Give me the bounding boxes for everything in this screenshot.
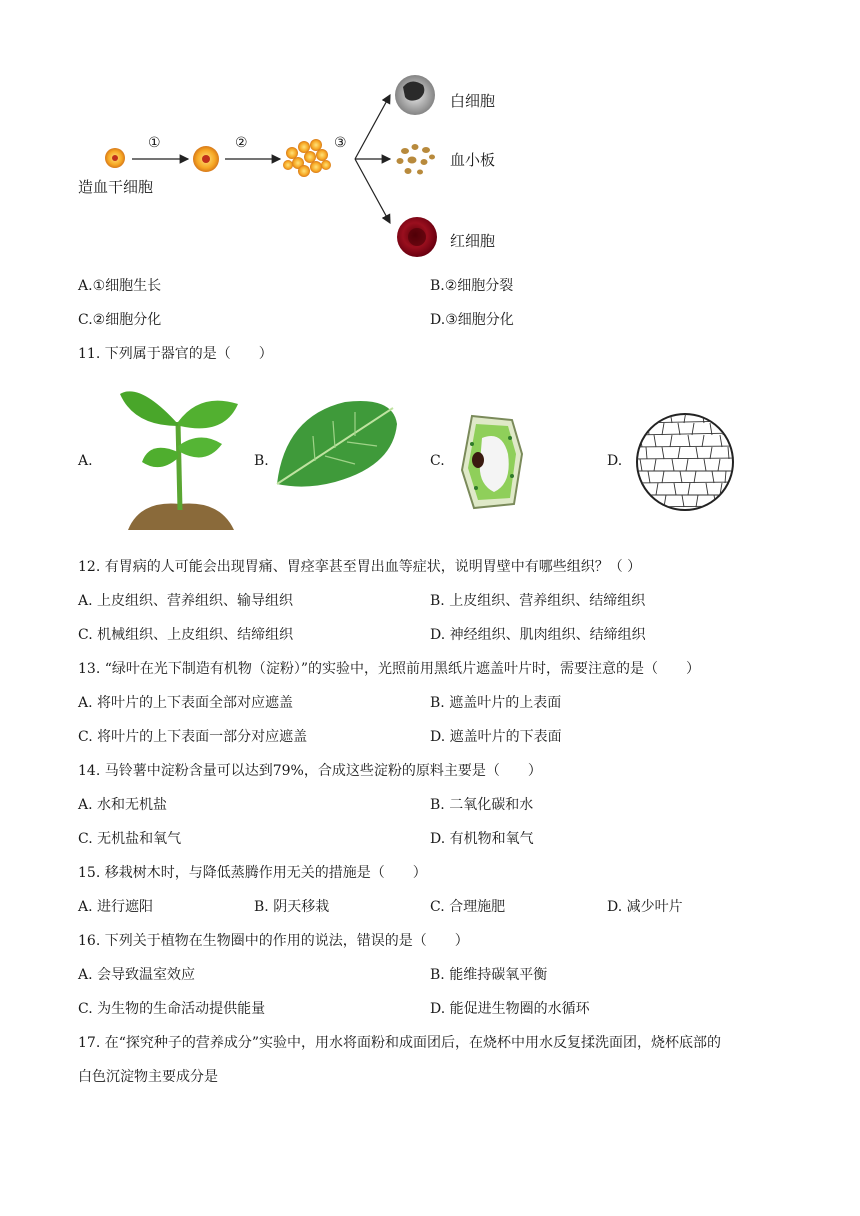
q16-option-a: A. 会导致温室效应 xyxy=(78,967,196,983)
stem-cell-label: 造血干细胞 xyxy=(78,178,154,196)
q11-option-d-letter: D. xyxy=(607,453,623,469)
step-label-3: ③ xyxy=(334,135,347,151)
tissue-icon xyxy=(634,411,736,513)
platelets-icon xyxy=(397,144,436,175)
q14-option-d: D. 有机物和氧气 xyxy=(430,831,534,847)
q13-option-d: D. 遮盖叶片的下表面 xyxy=(430,729,562,745)
stem-cell-icon xyxy=(105,148,125,168)
q11-stem: 11. 下列属于器官的是（ ） xyxy=(78,346,273,362)
q17-stem-line1: 17. 在“探究种子的营养成分”实验中，用水将面粉和成面团后，在烧杯中用水反复揉洗面团，烧杯底部的 xyxy=(78,1035,722,1051)
q16-stem: 16. 下列关于植物在生物圈中的作用的说法，错误的是（ ） xyxy=(78,933,469,949)
seedling-icon xyxy=(120,382,242,534)
white-blood-cell-label: 白细胞 xyxy=(450,92,496,110)
q14-stem: 14. 马铃薯中淀粉含量可以达到79%，合成这些淀粉的原料主要是（ ） xyxy=(78,763,542,779)
q12-stem: 12. 有胃病的人可能会出现胃痛、胃痉挛甚至胃出血等症状，说明胃壁中有哪些组织？（ ） xyxy=(78,559,642,575)
q11-option-c-letter: C. xyxy=(430,453,445,469)
q13-option-b: B. 遮盖叶片的上表面 xyxy=(430,695,562,711)
cell-differentiation-diagram xyxy=(70,65,530,275)
q12-option-c: C. 机械组织、上皮组织、结缔组织 xyxy=(78,627,294,643)
arrow-3-upper xyxy=(355,95,390,159)
arrow-3-lower xyxy=(355,159,390,223)
q13-option-a: A. 将叶片的上下表面全部对应遮盖 xyxy=(78,695,294,711)
q14-option-c: C. 无机盐和氧气 xyxy=(78,831,182,847)
red-blood-cell-label: 红细胞 xyxy=(450,232,496,250)
q12-option-d: D. 神经组织、肌肉组织、结缔组织 xyxy=(430,627,646,643)
q15-stem: 15. 移栽树木时，与降低蒸腾作用无关的措施是（ ） xyxy=(78,865,427,881)
white-blood-cell-icon xyxy=(395,75,435,115)
q15-option-c: C. 合理施肥 xyxy=(430,899,506,915)
q15-option-a: A. 进行遮阳 xyxy=(78,899,154,915)
q14-option-b: B. 二氧化碳和水 xyxy=(430,797,534,813)
q15-option-b: B. 阴天移栽 xyxy=(254,899,330,915)
q12-option-a: A. 上皮组织、营养组织、输导组织 xyxy=(78,593,294,609)
dividing-cell-icon xyxy=(193,146,219,172)
q17-stem-line2: 白色沉淀物主要成分是 xyxy=(78,1069,218,1085)
q16-option-d: D. 能促进生物圈的水循环 xyxy=(430,1001,590,1017)
q15-option-d: D. 减少叶片 xyxy=(607,899,683,915)
q10-option-c: C.②细胞分化 xyxy=(78,312,162,328)
q10-option-b: B.②细胞分裂 xyxy=(430,278,514,294)
q13-option-c: C. 将叶片的上下表面一部分对应遮盖 xyxy=(78,729,308,745)
step-label-1: ① xyxy=(148,135,161,151)
q16-option-c: C. 为生物的生命活动提供能量 xyxy=(78,1001,266,1017)
q13-stem: 13. “绿叶在光下制造有机物（淀粉）”的实验中，光照前用黑纸片遮盖叶片时，需要注意的是（ ） xyxy=(78,661,701,677)
q10-option-d: D.③细胞分化 xyxy=(430,312,514,328)
q11-option-a-letter: A. xyxy=(78,453,93,469)
q10-option-a: A.①细胞生长 xyxy=(78,278,162,294)
q12-option-b: B. 上皮组织、营养组织、结缔组织 xyxy=(430,593,646,609)
step-label-2: ② xyxy=(235,135,248,151)
plant-cell-icon xyxy=(458,414,526,510)
leaf-icon xyxy=(275,396,400,491)
q16-option-b: B. 能维持碳氧平衡 xyxy=(430,967,548,983)
q14-option-a: A. 水和无机盐 xyxy=(78,797,168,813)
cell-cluster-icon xyxy=(283,139,331,177)
red-blood-cell-icon xyxy=(397,217,437,257)
platelet-label: 血小板 xyxy=(450,151,496,169)
q11-option-b-letter: B. xyxy=(254,453,269,469)
